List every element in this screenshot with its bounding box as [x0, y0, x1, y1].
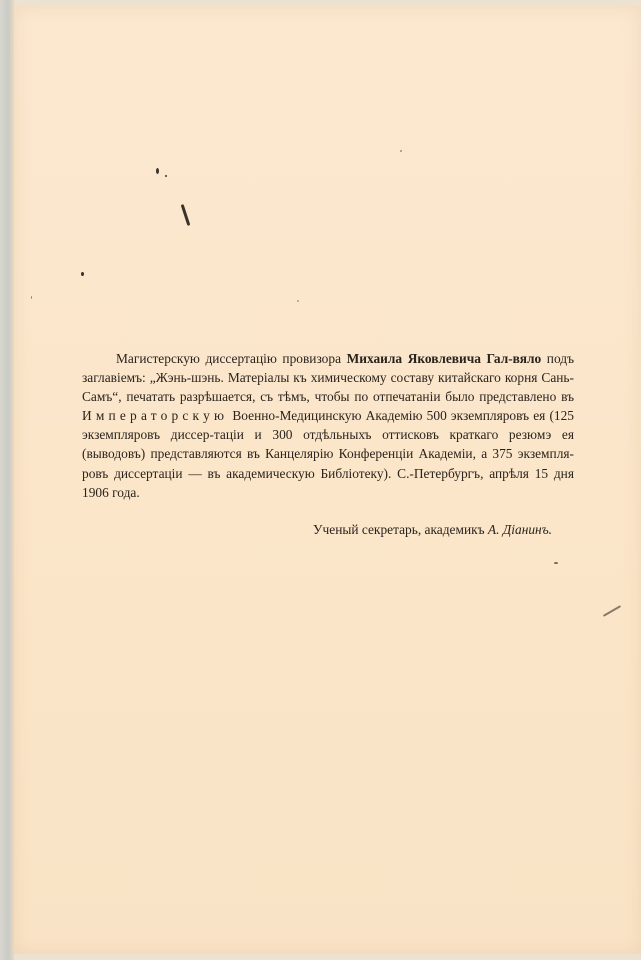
author-name: Михаила Яковлевича Гал-вяло	[346, 351, 542, 366]
ink-speck	[297, 300, 299, 302]
signature-name: А. Діанинъ.	[487, 522, 552, 537]
permission-paragraph	[82, 349, 574, 502]
academy-spaced-word: Императорскую	[82, 408, 229, 424]
ink-speck	[31, 296, 32, 299]
ink-stroke	[603, 605, 621, 617]
paragraph-middle: подъ заглавіемъ: „Жэнь-шэнь. Матеріалы къ химическому составу китайскаго корня Сань-Самъ“, печатать разрѣшается, съ тѣмъ, чтобы по отпечатаніи было представлено въ	[82, 351, 575, 405]
signature-line	[82, 520, 552, 539]
ink-smudge	[181, 204, 191, 226]
ink-speck	[81, 272, 84, 276]
ink-speck	[400, 150, 402, 152]
ink-speck	[554, 562, 558, 564]
ink-speck	[165, 175, 167, 177]
paragraph-opening: Магистерскую диссертацію провизора	[116, 351, 347, 366]
ink-speck	[156, 168, 159, 174]
paragraph-closing: Военно-Медицинскую Академію 500 экземпляровъ ея (125 экземпляровъ диссер-таціи и 300 отдѣльныхъ оттисковъ краткаго резюмэ ея (выводовъ) представляются въ Канцелярію Конференціи Академіи, а 375 экземпля-ровъ диссертаціи — въ академическую Библіотеку). С.-Петербургъ, апрѣля 15 дня 1906 года.	[82, 408, 574, 500]
scan-left-edge	[0, 0, 14, 960]
permission-text	[82, 349, 574, 502]
scan-bottom-edge	[14, 954, 641, 960]
signature-title: Ученый секретарь, академикъ	[313, 522, 488, 537]
